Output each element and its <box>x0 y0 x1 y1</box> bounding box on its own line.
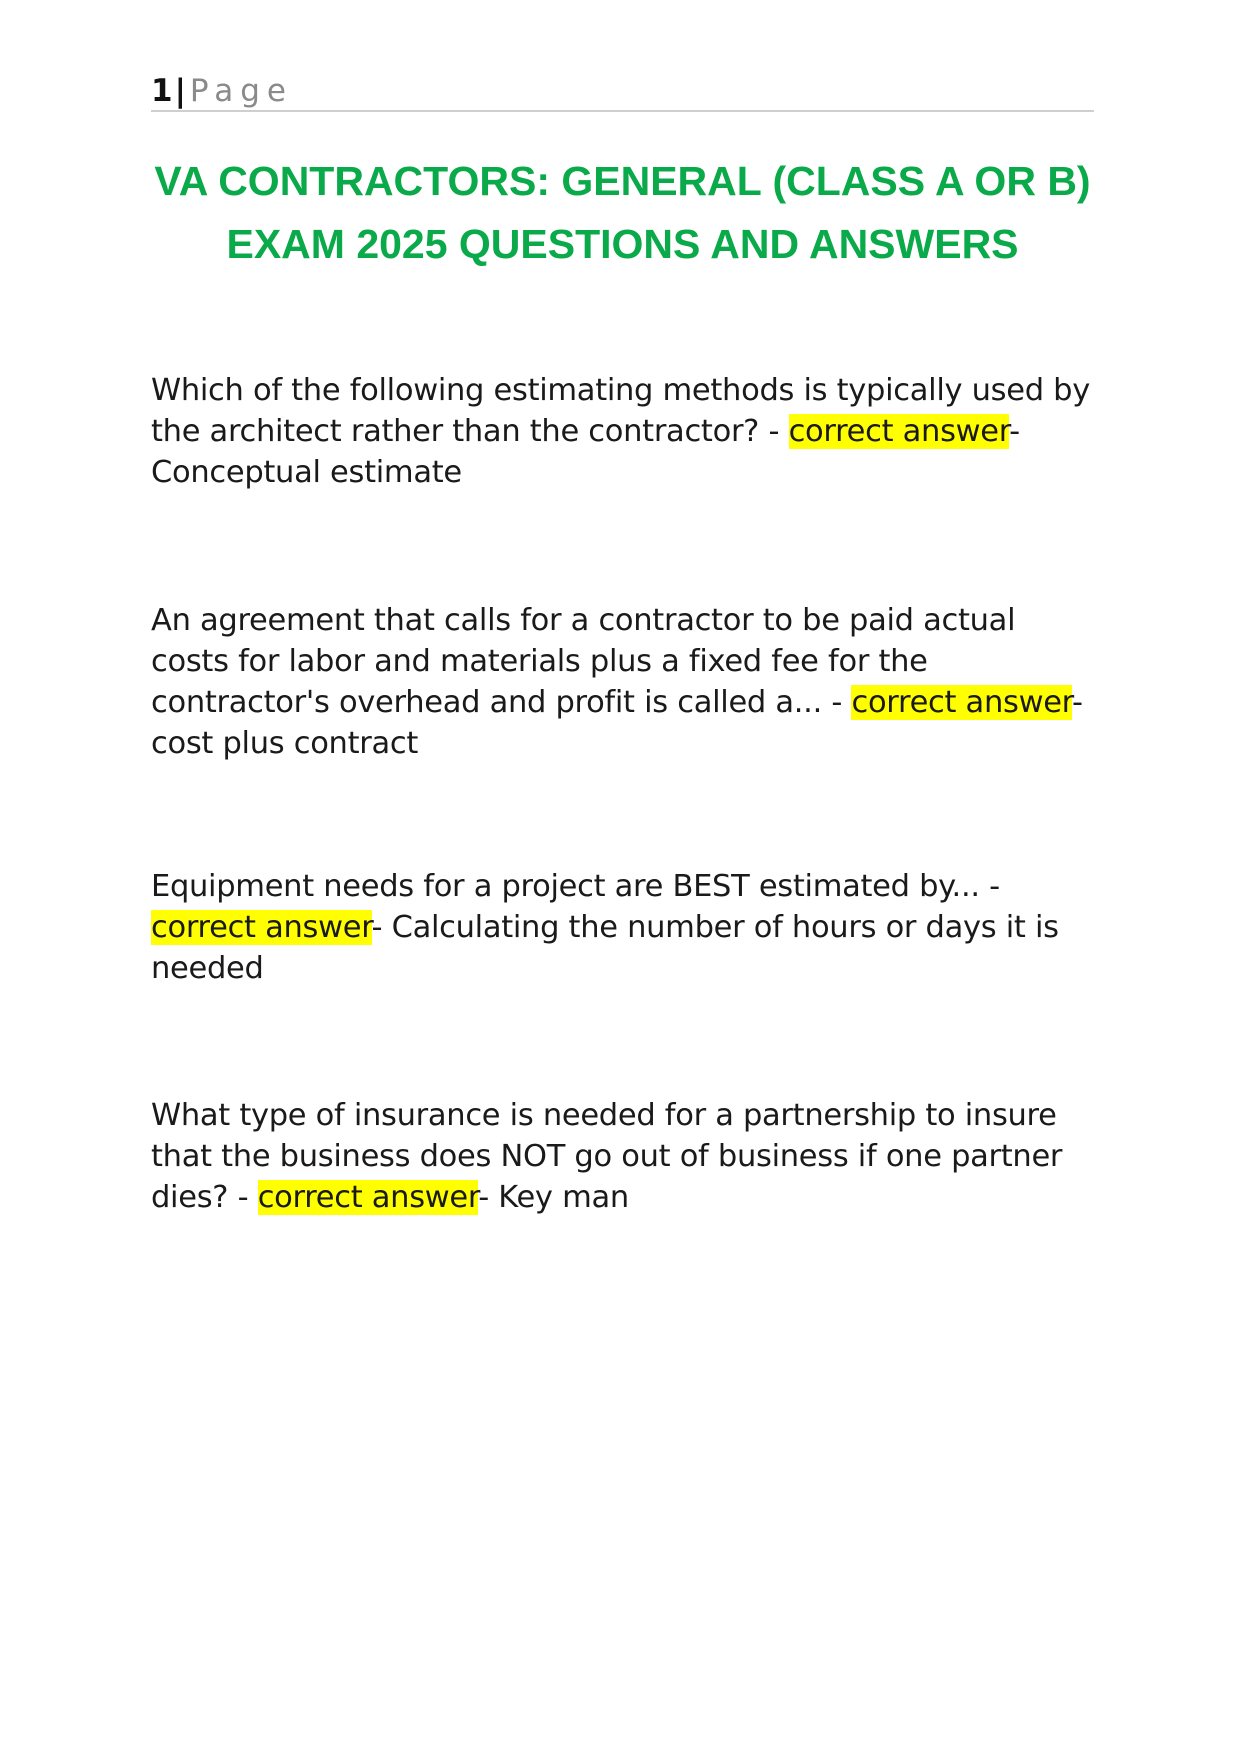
answer-text: - cost plus contract <box>151 685 1083 761</box>
page-label: Page <box>189 73 293 109</box>
question-text: An agreement that calls for a contractor to be paid actual costs for labor and materials plus a fixed fee for the contractor's overhead and profit is called a... - <box>151 603 1016 720</box>
correct-answer-marker: correct answer <box>151 910 372 945</box>
qa-item <box>151 1095 1091 1218</box>
answer-text: - Calculating the number of hours or days it is needed <box>151 910 1059 986</box>
page-number: 1 <box>151 73 173 109</box>
correct-answer-marker: correct answer <box>851 685 1072 720</box>
qa-item <box>151 600 1091 764</box>
correct-answer-marker: correct answer <box>257 1180 479 1215</box>
page-header <box>151 74 1094 112</box>
document-title: VA CONTRACTORS: GENERAL (CLASS A OR B) EXAM 2025 QUESTIONS AND ANSWERS <box>154 158 1091 267</box>
question-text: Which of the following estimating methods is typically used by the architect rather than the contractor? - <box>151 373 1090 449</box>
question-text: What type of insurance is needed for a partnership to insure that the business does NOT go out of business if one partner dies? - <box>151 1098 1063 1215</box>
answer-text: - Key man <box>478 1180 629 1215</box>
question-text: Equipment needs for a project are BEST estimated by... - <box>151 869 1000 904</box>
header-separator: | <box>174 73 186 109</box>
qa-item <box>151 866 1091 989</box>
qa-item <box>151 370 1091 493</box>
answer-text: - Conceptual estimate <box>151 414 1020 490</box>
correct-answer-marker: correct answer <box>788 414 1010 449</box>
